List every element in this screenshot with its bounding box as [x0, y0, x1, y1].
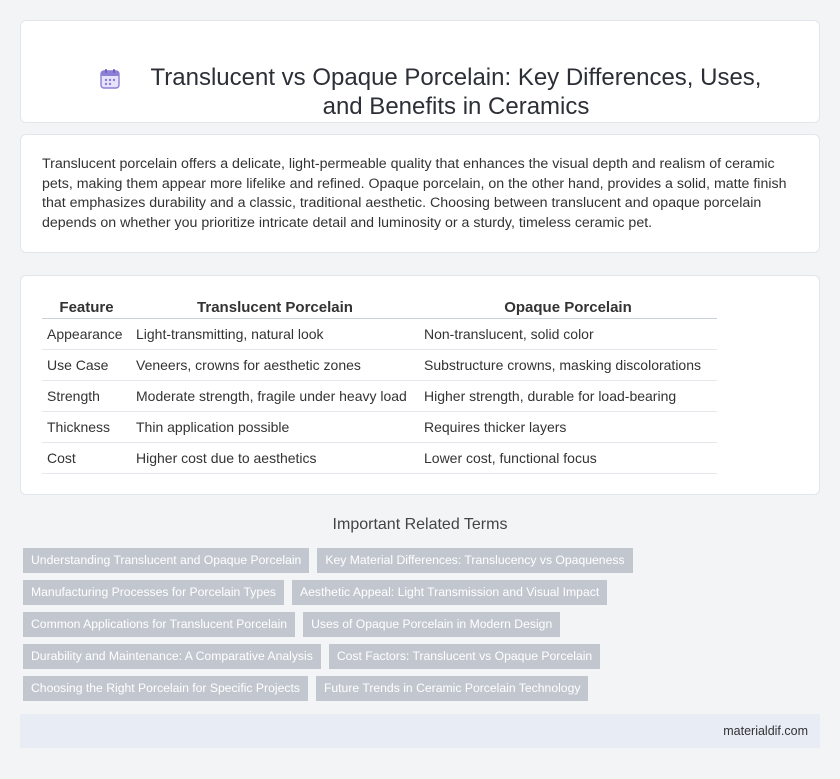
table-row: [42, 442, 717, 473]
column-header: Translucent Porcelain: [131, 297, 419, 318]
related-term-tag[interactable]: Aesthetic Appeal: Light Transmission and Visual Impact: [292, 580, 607, 605]
related-term-tag[interactable]: Understanding Translucent and Opaque Porcelain: [23, 548, 309, 573]
tag-row: [23, 580, 607, 605]
table-cell: Moderate strength, fragile under heavy load: [131, 380, 419, 411]
table-cell: Veneers, crowns for aesthetic zones: [131, 349, 419, 380]
related-term-tag[interactable]: Manufacturing Processes for Porcelain Types: [23, 580, 284, 605]
table-cell: Cost: [42, 442, 131, 473]
related-term-tag[interactable]: Future Trends in Ceramic Porcelain Technology: [316, 676, 589, 701]
comparison-table-card: [20, 275, 820, 495]
title-card: [20, 20, 820, 123]
tag-row: [23, 644, 600, 669]
related-term-tag[interactable]: Cost Factors: Translucent vs Opaque Porcelain: [329, 644, 600, 669]
related-term-tag[interactable]: Uses of Opaque Porcelain in Modern Design: [303, 612, 560, 637]
table-row: [42, 411, 717, 442]
table-cell: Appearance: [42, 318, 131, 349]
page-title: Translucent vs Opaque Porcelain: Key Differences, Uses, and Benefits in Ceramics: [150, 64, 762, 120]
table-cell: Lower cost, functional focus: [419, 442, 717, 473]
footer-site-link[interactable]: materialdif.com: [723, 724, 808, 738]
column-header: Opaque Porcelain: [419, 297, 717, 318]
table-row: [42, 380, 717, 411]
calendar-icon: [99, 68, 121, 90]
related-term-tag[interactable]: Durability and Maintenance: A Comparative Analysis: [23, 644, 321, 669]
table-header-row: [42, 297, 717, 318]
intro-card: [20, 134, 820, 253]
table-row: [42, 318, 717, 349]
related-terms-heading: Important Related Terms: [332, 516, 508, 533]
table-cell: Requires thicker layers: [419, 411, 717, 442]
column-header: Feature: [42, 297, 131, 318]
intro-paragraph: Translucent porcelain offers a delicate, light-permeable quality that enhances the visual depth and realism of ceramic pets, making them appear more lifelike and refined. Opaque porcelain, on the other hand, provides a solid, matte finish that emphasizes durability and a classic, traditional aesthetic. Choosing between translucent and opaque porcelain depends on whether you prioritize intricate detail and luminosity or a sturdy, timeless ceramic pet.: [42, 156, 787, 231]
table-cell: Strength: [42, 380, 131, 411]
table-row: [42, 349, 717, 380]
table-cell: Use Case: [42, 349, 131, 380]
table-cell: Thickness: [42, 411, 131, 442]
table-cell: Thin application possible: [131, 411, 419, 442]
table-cell: Light-transmitting, natural look: [131, 318, 419, 349]
related-term-tag[interactable]: Key Material Differences: Translucency vs Opaqueness: [317, 548, 632, 573]
tag-row: [23, 612, 560, 637]
related-term-tag[interactable]: Choosing the Right Porcelain for Specific Projects: [23, 676, 308, 701]
comparison-table: [42, 297, 717, 474]
tag-row: [23, 548, 633, 573]
related-term-tag[interactable]: Common Applications for Translucent Porcelain: [23, 612, 295, 637]
table-cell: Higher cost due to aesthetics: [131, 442, 419, 473]
footer: [20, 714, 820, 748]
table-cell: Non-translucent, solid color: [419, 318, 717, 349]
tag-row: [23, 676, 588, 701]
table-cell: Higher strength, durable for load-bearing: [419, 380, 717, 411]
table-cell: Substructure crowns, masking discolorations: [419, 349, 717, 380]
